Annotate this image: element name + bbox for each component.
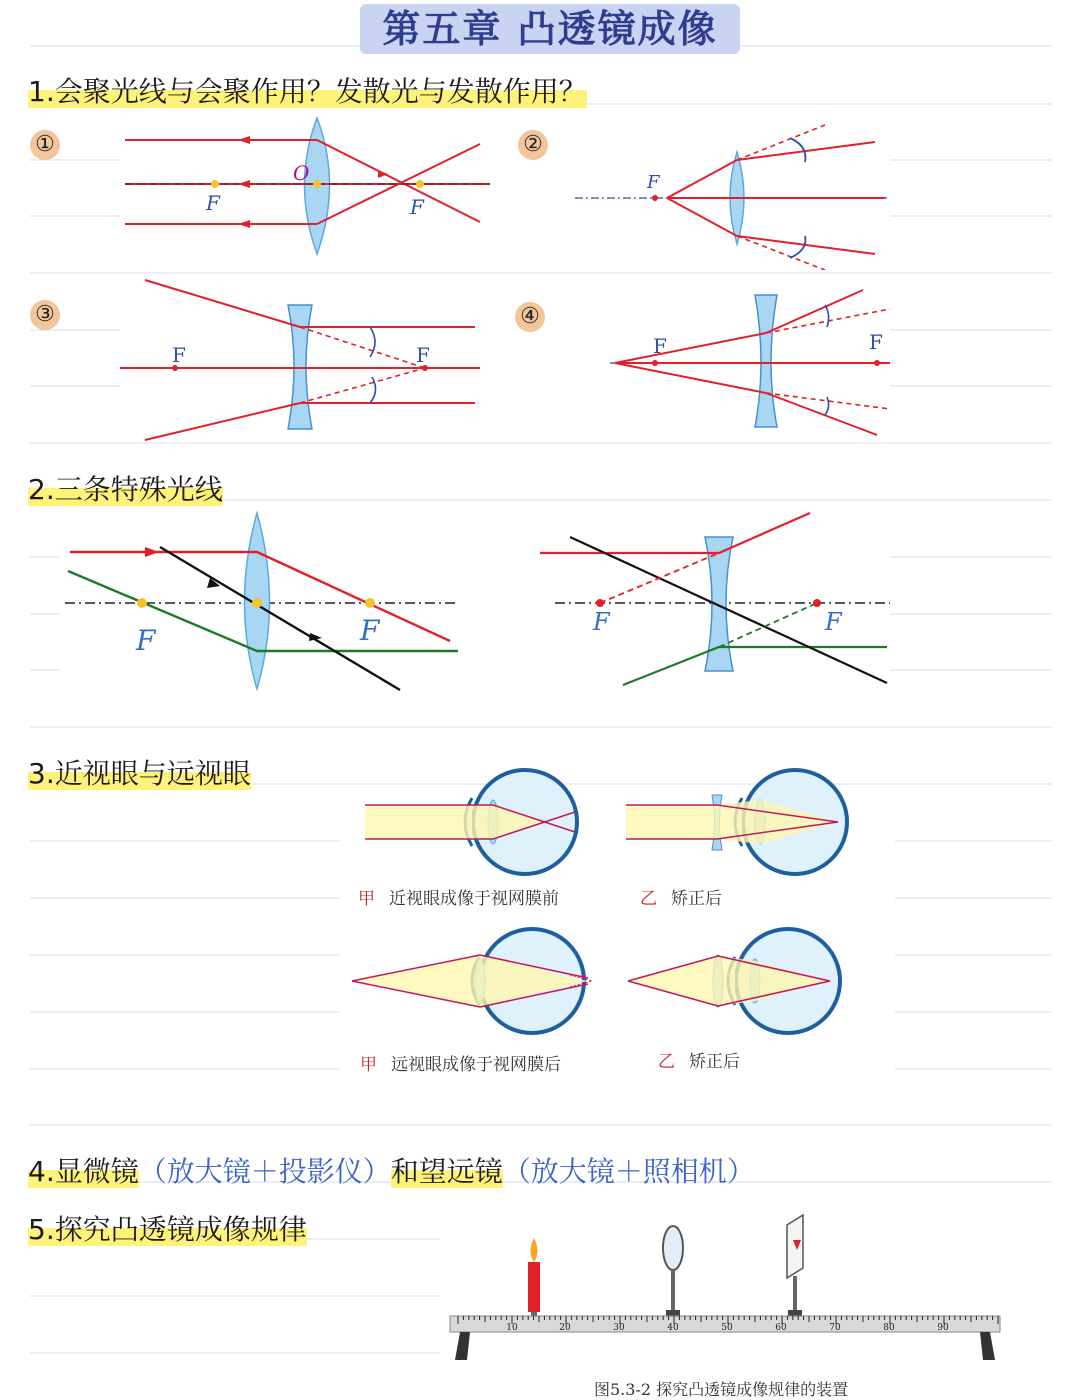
ruler-label: 50: [721, 1323, 733, 1333]
ruler-label: 90: [937, 1323, 949, 1333]
focal-label-f: F: [653, 334, 667, 358]
eye-hyperopia-corrected: [628, 929, 840, 1033]
lens-on-stand: [663, 1226, 683, 1318]
telescope-label: 和望远镜: [390, 1155, 503, 1188]
focal-label-f: F: [136, 624, 156, 657]
focal-label-f: F: [593, 608, 610, 636]
diagram-concave-diverging: [120, 275, 490, 445]
section5-heading: [28, 1208, 307, 1248]
ruler-label: 30: [613, 1323, 625, 1333]
badge-2: ②: [518, 130, 548, 160]
focal-label-f: F: [647, 172, 660, 193]
caption-text: 近视眼成像于视网膜前: [389, 889, 559, 909]
focal-label-f: F: [172, 343, 186, 367]
section2-heading-text: 2.三条特殊光线: [28, 473, 223, 506]
badge-4: ④: [515, 302, 545, 332]
section3-heading-text: 3.近视眼与远视眼: [28, 757, 251, 790]
ruler-label: 70: [829, 1323, 841, 1333]
focal-label-f: F: [825, 608, 842, 636]
caption-text: 远视眼成像于视网膜后: [391, 1055, 561, 1075]
eye-myopia-corrected: [626, 770, 847, 874]
eye-hyperopia: [352, 929, 592, 1033]
caption-hyperopia-corrected: [658, 1047, 740, 1072]
focal-label-f: F: [410, 195, 424, 219]
focal-label-f: F: [869, 330, 883, 354]
caption-mark: 甲: [358, 889, 375, 909]
focal-label-f: F: [360, 614, 380, 647]
section2-heading: [28, 468, 223, 508]
badge-1: ①: [30, 130, 60, 160]
diagram-convex-converging: [120, 110, 495, 260]
caption-myopia: [358, 884, 559, 909]
section1-heading: [28, 70, 587, 110]
diagram-eye-vision: [350, 760, 895, 1080]
ruler-label: 60: [775, 1323, 787, 1333]
ruler-label: 10: [506, 1323, 518, 1333]
screen-on-stand: [787, 1215, 803, 1318]
optical-bench-apparatus: [445, 1210, 1005, 1370]
page-title: 第五章 凸透镜成像: [360, 4, 740, 54]
figure-caption: 图5.3-2 探究凸透镜成像规律的装置: [594, 1380, 849, 1399]
section3-heading: [28, 752, 251, 792]
caption-hyperopia: [360, 1050, 561, 1075]
caption-myopia-corrected: [640, 884, 722, 909]
section1-heading-text: 1.会聚光线与会聚作用？发散光与发散作用？: [28, 75, 587, 108]
optical-center-label: O: [293, 161, 310, 185]
diagram-convex-special-rays: [60, 505, 460, 695]
badge-3: ③: [30, 300, 60, 330]
diagram-concave-source: [605, 285, 895, 440]
microscope-label: 4.显微镜: [28, 1155, 139, 1188]
caption-text: 矫正后: [689, 1052, 740, 1072]
ruler-label: 40: [667, 1323, 679, 1333]
caption-mark: 乙: [658, 1052, 675, 1072]
microscope-note: （放大镜＋投影仪）: [138, 1155, 391, 1188]
section4-heading: [28, 1150, 755, 1190]
eye-myopia: [365, 770, 577, 874]
caption-text: 矫正后: [671, 889, 722, 909]
candle: [528, 1238, 540, 1320]
telescope-note: （放大镜＋照相机）: [502, 1155, 755, 1188]
focal-label-f: F: [206, 191, 220, 215]
ruler-label: 80: [883, 1323, 895, 1333]
ruler-label: 20: [559, 1323, 571, 1333]
caption-mark: 甲: [360, 1055, 377, 1075]
diagram-concave-special-rays: [535, 505, 895, 695]
focal-label-f: F: [416, 343, 430, 367]
caption-mark: 乙: [640, 889, 657, 909]
section5-heading-text: 5.探究凸透镜成像规律: [28, 1213, 307, 1246]
diagram-convex-source: [575, 120, 895, 270]
